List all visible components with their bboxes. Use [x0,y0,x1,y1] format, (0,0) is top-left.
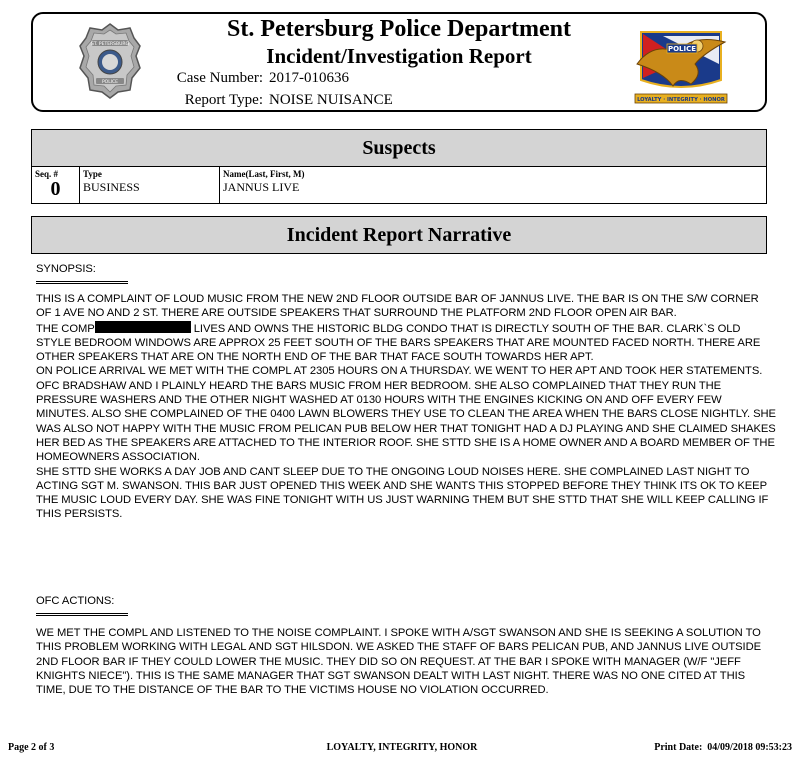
narrative-paragraph-5: WE MET THE COMPL AND LISTENED TO THE NOISE COMPLAINT. I SPOKE WITH A/SGT SWANSON AND SHE IS SEEKING A SOLUTION TO THIS PROBLEM WORKING WITH LEGAL AND SGT HILSDON. WE ASKED THE STAFF OF BARS PELICAN PUB, AND JANNUS LIVE OUTSIDE 2ND FLOOR BAR IF THEY COULD LOWER THE MUSIC. THEY DID SO ON REQUEST. AT THE BAR I SPOKE WITH MANAGER (W/F "JEFF KNIGHTS NIECE"). THIS IS THE SAME MANAGER THAT SGT SWANSON DEALT WITH LAST NIGHT. THERE WAS NO ONE CITED AT THIS TIME, DUE TO THE DISTANCE OF THE BAR TO THE VICTIMS HOUSE NO VIOLATION OCCURRED. [36,627,762,697]
narrative-heading: Incident Report Narrative [31,216,767,254]
redaction-block [95,321,191,333]
patch-text: POLICE [667,45,697,53]
seq-value: 0 [50,178,61,200]
narrative-paragraph-1: THIS IS A COMPLAINT OF LOUD MUSIC FROM THE NEW 2ND FLOOR OUTSIDE BAR OF JANNUS LIVE. THE BAR IS ON THE S/W CORNER OF 1 AVE NO AND 2 ST. THERE ARE OUTSIDE SPEAKERS THAT SURROUND THE PLATFORM 2ND FLOOR OPEN AIR BAR. [36,293,759,320]
narrative-paragraph-4: SHE STTD SHE WORKS A DAY JOB AND CANT SLEEP DUE TO THE ONGOING LOUD NOISES HERE. SHE COMPLAINED LAST NIGHT TO ACTING SGT M. SWANSON. THIS BAR JUST OPENED THIS WEEK AND SHE WANTS THIS STOPPED BEFORE THEY THINK ITS OK TO KEEP THE MUSIC LOUD EVERY DAY. SHE WAS FINE TONIGHT WITH US JUST WARNING THEM BUT SHE STTD THAT SHE WILL KEEP CALLING IF THIS PERSISTS. [36,465,769,521]
case-number-label: Case Number: [176,70,263,86]
seq-cell [32,167,80,203]
seq-header: Seq. # [35,169,59,179]
report-title: Incident/Investigation Report [266,44,532,68]
report-type-row [163,92,393,109]
ofc-actions-underline [36,613,128,616]
badge-text-bottom: POLICE [101,80,119,85]
suspects-table [31,167,767,204]
name-cell [220,167,765,203]
eagle-patch-icon [633,24,729,106]
type-header: Type [83,169,102,179]
synopsis-underline [36,281,128,284]
page-number: Page 2 of 3 [8,742,55,753]
case-number-row [163,70,349,87]
report-type: NOISE NUISANCE [269,92,393,108]
footer-motto: LOYALTY, INTEGRITY, HONOR [326,742,478,753]
name-header: Name(Last, First, M) [223,169,305,179]
name-value: JANNUS LIVE [223,180,300,194]
print-date-label: Print Date: [654,742,703,753]
narrative-paragraph-2-rest: LIVES AND OWNS THE HISTORIC BLDG CONDO THAT IS DIRECTLY SOUTH OF THE BAR. CLARK`S OLD STYLE BEDROOM WINDOWS ARE APPROX 25 FEET SOUTH OF THE BARS SPEAKERS THAT ARE MOUNTED FACED NORTH. THERE ARE OTHER SPEAKERS THAT ARE ON THE NORTH END OF THE BAR THAT FACE SOUTH TOWARDS HER APT. [36,322,761,364]
report-header [31,12,767,112]
synopsis-label: SYNOPSIS: [36,263,96,275]
narrative-paragraph-3: ON POLICE ARRIVAL WE MET WITH THE COMPL AT 2305 HOURS ON A THURSDAY. WE WENT TO HER APT AND TOOK HER STATEMENTS. OFC BRADSHAW AND I PLAINLY HEARD THE BARS MUSIC FROM HER BEDROOM. SHE ALSO COMPLAINED THAT THEY RUN THE PRESSURE WASHERS AND THE OTHER NIGHT WASHED AT 0130 HOURS WITH THE ENGINES KICKING ON AND OFF EVERY FEW MINUTES. ALSO SHE COMPLAINED OF THE 0400 LAWN BLOWERS THEY USE TO CLEAN THE AREA WHEN THE BARS CLOSE NIGHTLY. SHE WAS ALSO NOT HAPPY WITH THE MUSIC FROM PELICAN PUB BELOW HER THAT TONIGHT HAD A DJ PLAYING AND SHE CLAIMED SHAKES HER BED AS THE SPEAKERS ARE ATTACHED TO THE INTERIOR ROOF. SHE STTD SHE IS A HOME OWNER AND A BOARD MEMBER OF THE HOMEOWNERS ASSOCIATION. [36,365,776,464]
report-type-label: Report Type: [184,92,263,108]
narrative-body [36,292,776,522]
case-number: 2017-010636 [269,70,349,86]
department-name: St. Petersburg Police Department [227,16,571,42]
narrative-paragraph-2 [36,321,776,365]
print-date [654,742,792,753]
ofc-actions-label: OFC ACTIONS: [36,595,115,607]
narrative-paragraph-2-start: THE COMP [36,322,95,335]
suspects-heading: Suspects [31,129,767,167]
type-value: BUSINESS [83,180,140,194]
badge-text-top: ST. PETERSBURG [90,42,130,47]
patch-motto: LOYALTY · INTEGRITY · HONOR [637,97,725,103]
type-cell [80,167,220,203]
print-date-value: 04/09/2018 09:53:23 [707,742,792,753]
